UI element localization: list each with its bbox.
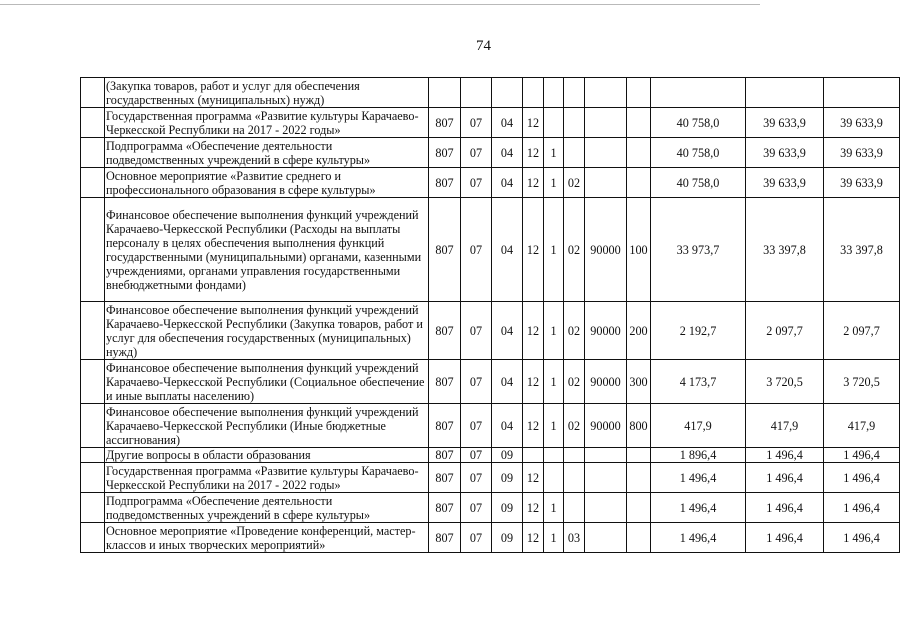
cell-section: 07 — [461, 448, 492, 463]
row-gutter-cell — [81, 493, 105, 523]
page-number: 74 — [476, 38, 491, 54]
cell-amount-1: 1 496,4 — [651, 523, 746, 553]
cell-event — [564, 493, 585, 523]
cell-name: Подпрограмма «Обеспечение деятельности подведомственных учреждений в сфере культуры» — [105, 138, 429, 168]
cell-program: 12 — [523, 302, 544, 360]
cell-amount-3: 3 720,5 — [824, 360, 900, 404]
cell-subprogram: 1 — [544, 493, 564, 523]
table-row — [81, 523, 900, 553]
row-gutter-cell — [81, 360, 105, 404]
cell-amount-1: 40 758,0 — [651, 108, 746, 138]
cell-subsection: 04 — [492, 360, 523, 404]
cell-subprogram: 1 — [544, 168, 564, 198]
cell-section: 07 — [461, 198, 492, 302]
cell-amount-2: 39 633,9 — [746, 138, 824, 168]
cell-program: 12 — [523, 108, 544, 138]
row-gutter-cell — [81, 198, 105, 302]
cell-subprogram: 1 — [544, 302, 564, 360]
cell-event: 02 — [564, 404, 585, 448]
row-gutter-cell — [81, 108, 105, 138]
cell-amount-3: 417,9 — [824, 404, 900, 448]
table-row — [81, 168, 900, 198]
cell-direction: 90000 — [585, 198, 627, 302]
cell-amount-1: 33 973,7 — [651, 198, 746, 302]
cell-expense-type — [627, 138, 651, 168]
cell-subsection: 04 — [492, 138, 523, 168]
cell-subprogram — [544, 463, 564, 493]
cell-subsection: 04 — [492, 168, 523, 198]
cell-ministry: 807 — [429, 360, 461, 404]
cell-program: 12 — [523, 198, 544, 302]
cell-amount-2: 1 496,4 — [746, 448, 824, 463]
cell-amount-3: 1 496,4 — [824, 463, 900, 493]
cell-ministry: 807 — [429, 302, 461, 360]
cell-program: 12 — [523, 138, 544, 168]
cell-section: 07 — [461, 168, 492, 198]
row-gutter-cell — [81, 302, 105, 360]
cell-section: 07 — [461, 523, 492, 553]
cell-ministry: 807 — [429, 448, 461, 463]
cell-name: Основное мероприятие «Проведение конференций, мастер-классов и иных творческих мероприятий» — [105, 523, 429, 553]
cell-section: 07 — [461, 360, 492, 404]
cell-direction — [585, 108, 627, 138]
row-gutter-cell — [81, 168, 105, 198]
cell-expense-type — [627, 108, 651, 138]
cell-amount-2: 417,9 — [746, 404, 824, 448]
cell-section: 07 — [461, 108, 492, 138]
cell-subprogram — [544, 448, 564, 463]
table-row — [81, 493, 900, 523]
table-row — [81, 448, 900, 463]
cell-program: 12 — [523, 168, 544, 198]
cell-expense-type — [627, 78, 651, 108]
cell-amount-2: 3 720,5 — [746, 360, 824, 404]
cell-section: 07 — [461, 302, 492, 360]
cell-section: 07 — [461, 138, 492, 168]
table-row — [81, 198, 900, 302]
row-gutter-cell — [81, 448, 105, 463]
cell-amount-1: 4 173,7 — [651, 360, 746, 404]
table-row — [81, 78, 900, 108]
cell-direction: 90000 — [585, 404, 627, 448]
table-row — [81, 108, 900, 138]
table-body — [81, 78, 900, 553]
cell-event: 02 — [564, 360, 585, 404]
cell-ministry: 807 — [429, 404, 461, 448]
cell-event: 02 — [564, 302, 585, 360]
cell-ministry: 807 — [429, 493, 461, 523]
cell-amount-3: 1 496,4 — [824, 493, 900, 523]
cell-subsection: 04 — [492, 302, 523, 360]
budget-table — [80, 77, 900, 553]
cell-amount-2: 33 397,8 — [746, 198, 824, 302]
cell-ministry: 807 — [429, 108, 461, 138]
table-row — [81, 302, 900, 360]
cell-event: 02 — [564, 168, 585, 198]
cell-program — [523, 448, 544, 463]
cell-section: 07 — [461, 463, 492, 493]
cell-ministry: 807 — [429, 463, 461, 493]
cell-direction — [585, 463, 627, 493]
cell-subprogram — [544, 108, 564, 138]
cell-subprogram: 1 — [544, 360, 564, 404]
cell-direction — [585, 138, 627, 168]
cell-ministry: 807 — [429, 198, 461, 302]
row-gutter-cell — [81, 138, 105, 168]
cell-program — [523, 78, 544, 108]
cell-amount-2: 2 097,7 — [746, 302, 824, 360]
cell-section — [461, 78, 492, 108]
table-row — [81, 463, 900, 493]
cell-subsection — [492, 78, 523, 108]
cell-direction — [585, 168, 627, 198]
cell-amount-1: 1 496,4 — [651, 493, 746, 523]
cell-amount-3: 1 496,4 — [824, 523, 900, 553]
cell-direction: 90000 — [585, 360, 627, 404]
cell-section: 07 — [461, 404, 492, 448]
cell-amount-3: 1 496,4 — [824, 448, 900, 463]
cell-amount-3: 39 633,9 — [824, 168, 900, 198]
cell-expense-type — [627, 463, 651, 493]
cell-amount-3: 33 397,8 — [824, 198, 900, 302]
table-row — [81, 138, 900, 168]
row-gutter-cell — [81, 78, 105, 108]
cell-amount-1: 40 758,0 — [651, 168, 746, 198]
cell-subprogram: 1 — [544, 198, 564, 302]
cell-amount-3 — [824, 78, 900, 108]
cell-amount-1: 1 896,4 — [651, 448, 746, 463]
cell-name: Государственная программа «Развитие культуры Карачаево-Черкесской Республики на 2017 - 2022 годы» — [105, 463, 429, 493]
cell-amount-1: 2 192,7 — [651, 302, 746, 360]
cell-name: Другие вопросы в области образования — [105, 448, 429, 463]
cell-program: 12 — [523, 404, 544, 448]
cell-subsection: 09 — [492, 493, 523, 523]
cell-name: Финансовое обеспечение выполнения функций учреждений Карачаево-Черкесской Республики (Закупка товаров, работ и услуг для обеспечения государственных (муниципальных) нужд) — [105, 302, 429, 360]
cell-expense-type — [627, 493, 651, 523]
cell-event: 03 — [564, 523, 585, 553]
cell-subprogram: 1 — [544, 523, 564, 553]
cell-name: Финансовое обеспечение выполнения функций учреждений Карачаево-Черкесской Республики (Социальное обеспечение и иные выплаты населению) — [105, 360, 429, 404]
cell-subsection: 04 — [492, 108, 523, 138]
cell-subsection: 09 — [492, 448, 523, 463]
cell-amount-2: 1 496,4 — [746, 523, 824, 553]
cell-direction — [585, 493, 627, 523]
cell-subsection: 09 — [492, 523, 523, 553]
cell-direction — [585, 78, 627, 108]
cell-amount-1 — [651, 78, 746, 108]
cell-event — [564, 463, 585, 493]
cell-amount-2: 39 633,9 — [746, 168, 824, 198]
cell-ministry: 807 — [429, 168, 461, 198]
cell-amount-2: 1 496,4 — [746, 493, 824, 523]
cell-subsection: 04 — [492, 404, 523, 448]
cell-amount-1: 1 496,4 — [651, 463, 746, 493]
table-row — [81, 404, 900, 448]
cell-amount-3: 2 097,7 — [824, 302, 900, 360]
cell-subprogram — [544, 78, 564, 108]
cell-subsection: 04 — [492, 198, 523, 302]
cell-event — [564, 448, 585, 463]
cell-event — [564, 108, 585, 138]
table-row — [81, 360, 900, 404]
cell-amount-1: 417,9 — [651, 404, 746, 448]
cell-event — [564, 138, 585, 168]
cell-expense-type: 100 — [627, 198, 651, 302]
cell-subprogram: 1 — [544, 138, 564, 168]
cell-subsection: 09 — [492, 463, 523, 493]
cell-amount-2: 1 496,4 — [746, 463, 824, 493]
cell-direction: 90000 — [585, 302, 627, 360]
cell-name: Подпрограмма «Обеспечение деятельности подведомственных учреждений в сфере культуры» — [105, 493, 429, 523]
cell-amount-3: 39 633,9 — [824, 138, 900, 168]
cell-amount-2: 39 633,9 — [746, 108, 824, 138]
cell-direction — [585, 448, 627, 463]
cell-ministry — [429, 78, 461, 108]
cell-name: Финансовое обеспечение выполнения функций учреждений Карачаево-Черкесской Республики (Расходы на выплаты персоналу в целях обеспечения выполнения функций государственными (муниципальными) органами, казенными учреждениями, органами управления государственными внебюджетными фондами) — [105, 198, 429, 302]
cell-event: 02 — [564, 198, 585, 302]
cell-program: 12 — [523, 493, 544, 523]
row-gutter-cell — [81, 463, 105, 493]
cell-program: 12 — [523, 463, 544, 493]
top-rule — [0, 4, 760, 5]
cell-name: (Закупка товаров, работ и услуг для обеспечения государственных (муниципальных) нужд) — [105, 78, 429, 108]
cell-ministry: 807 — [429, 523, 461, 553]
cell-ministry: 807 — [429, 138, 461, 168]
cell-amount-3: 39 633,9 — [824, 108, 900, 138]
cell-section: 07 — [461, 493, 492, 523]
cell-amount-2 — [746, 78, 824, 108]
cell-name: Государственная программа «Развитие культуры Карачаево-Черкесской Республики на 2017 - 2022 годы» — [105, 108, 429, 138]
cell-expense-type — [627, 168, 651, 198]
cell-name: Финансовое обеспечение выполнения функций учреждений Карачаево-Черкесской Республики (Иные бюджетные ассигнования) — [105, 404, 429, 448]
cell-event — [564, 78, 585, 108]
cell-expense-type: 200 — [627, 302, 651, 360]
row-gutter-cell — [81, 404, 105, 448]
cell-program: 12 — [523, 360, 544, 404]
row-gutter-cell — [81, 523, 105, 553]
cell-expense-type — [627, 523, 651, 553]
cell-amount-1: 40 758,0 — [651, 138, 746, 168]
cell-expense-type: 300 — [627, 360, 651, 404]
cell-program: 12 — [523, 523, 544, 553]
cell-expense-type: 800 — [627, 404, 651, 448]
cell-direction — [585, 523, 627, 553]
cell-name: Основное мероприятие «Развитие среднего и профессионального образования в сфере культуры» — [105, 168, 429, 198]
cell-expense-type — [627, 448, 651, 463]
cell-subprogram: 1 — [544, 404, 564, 448]
